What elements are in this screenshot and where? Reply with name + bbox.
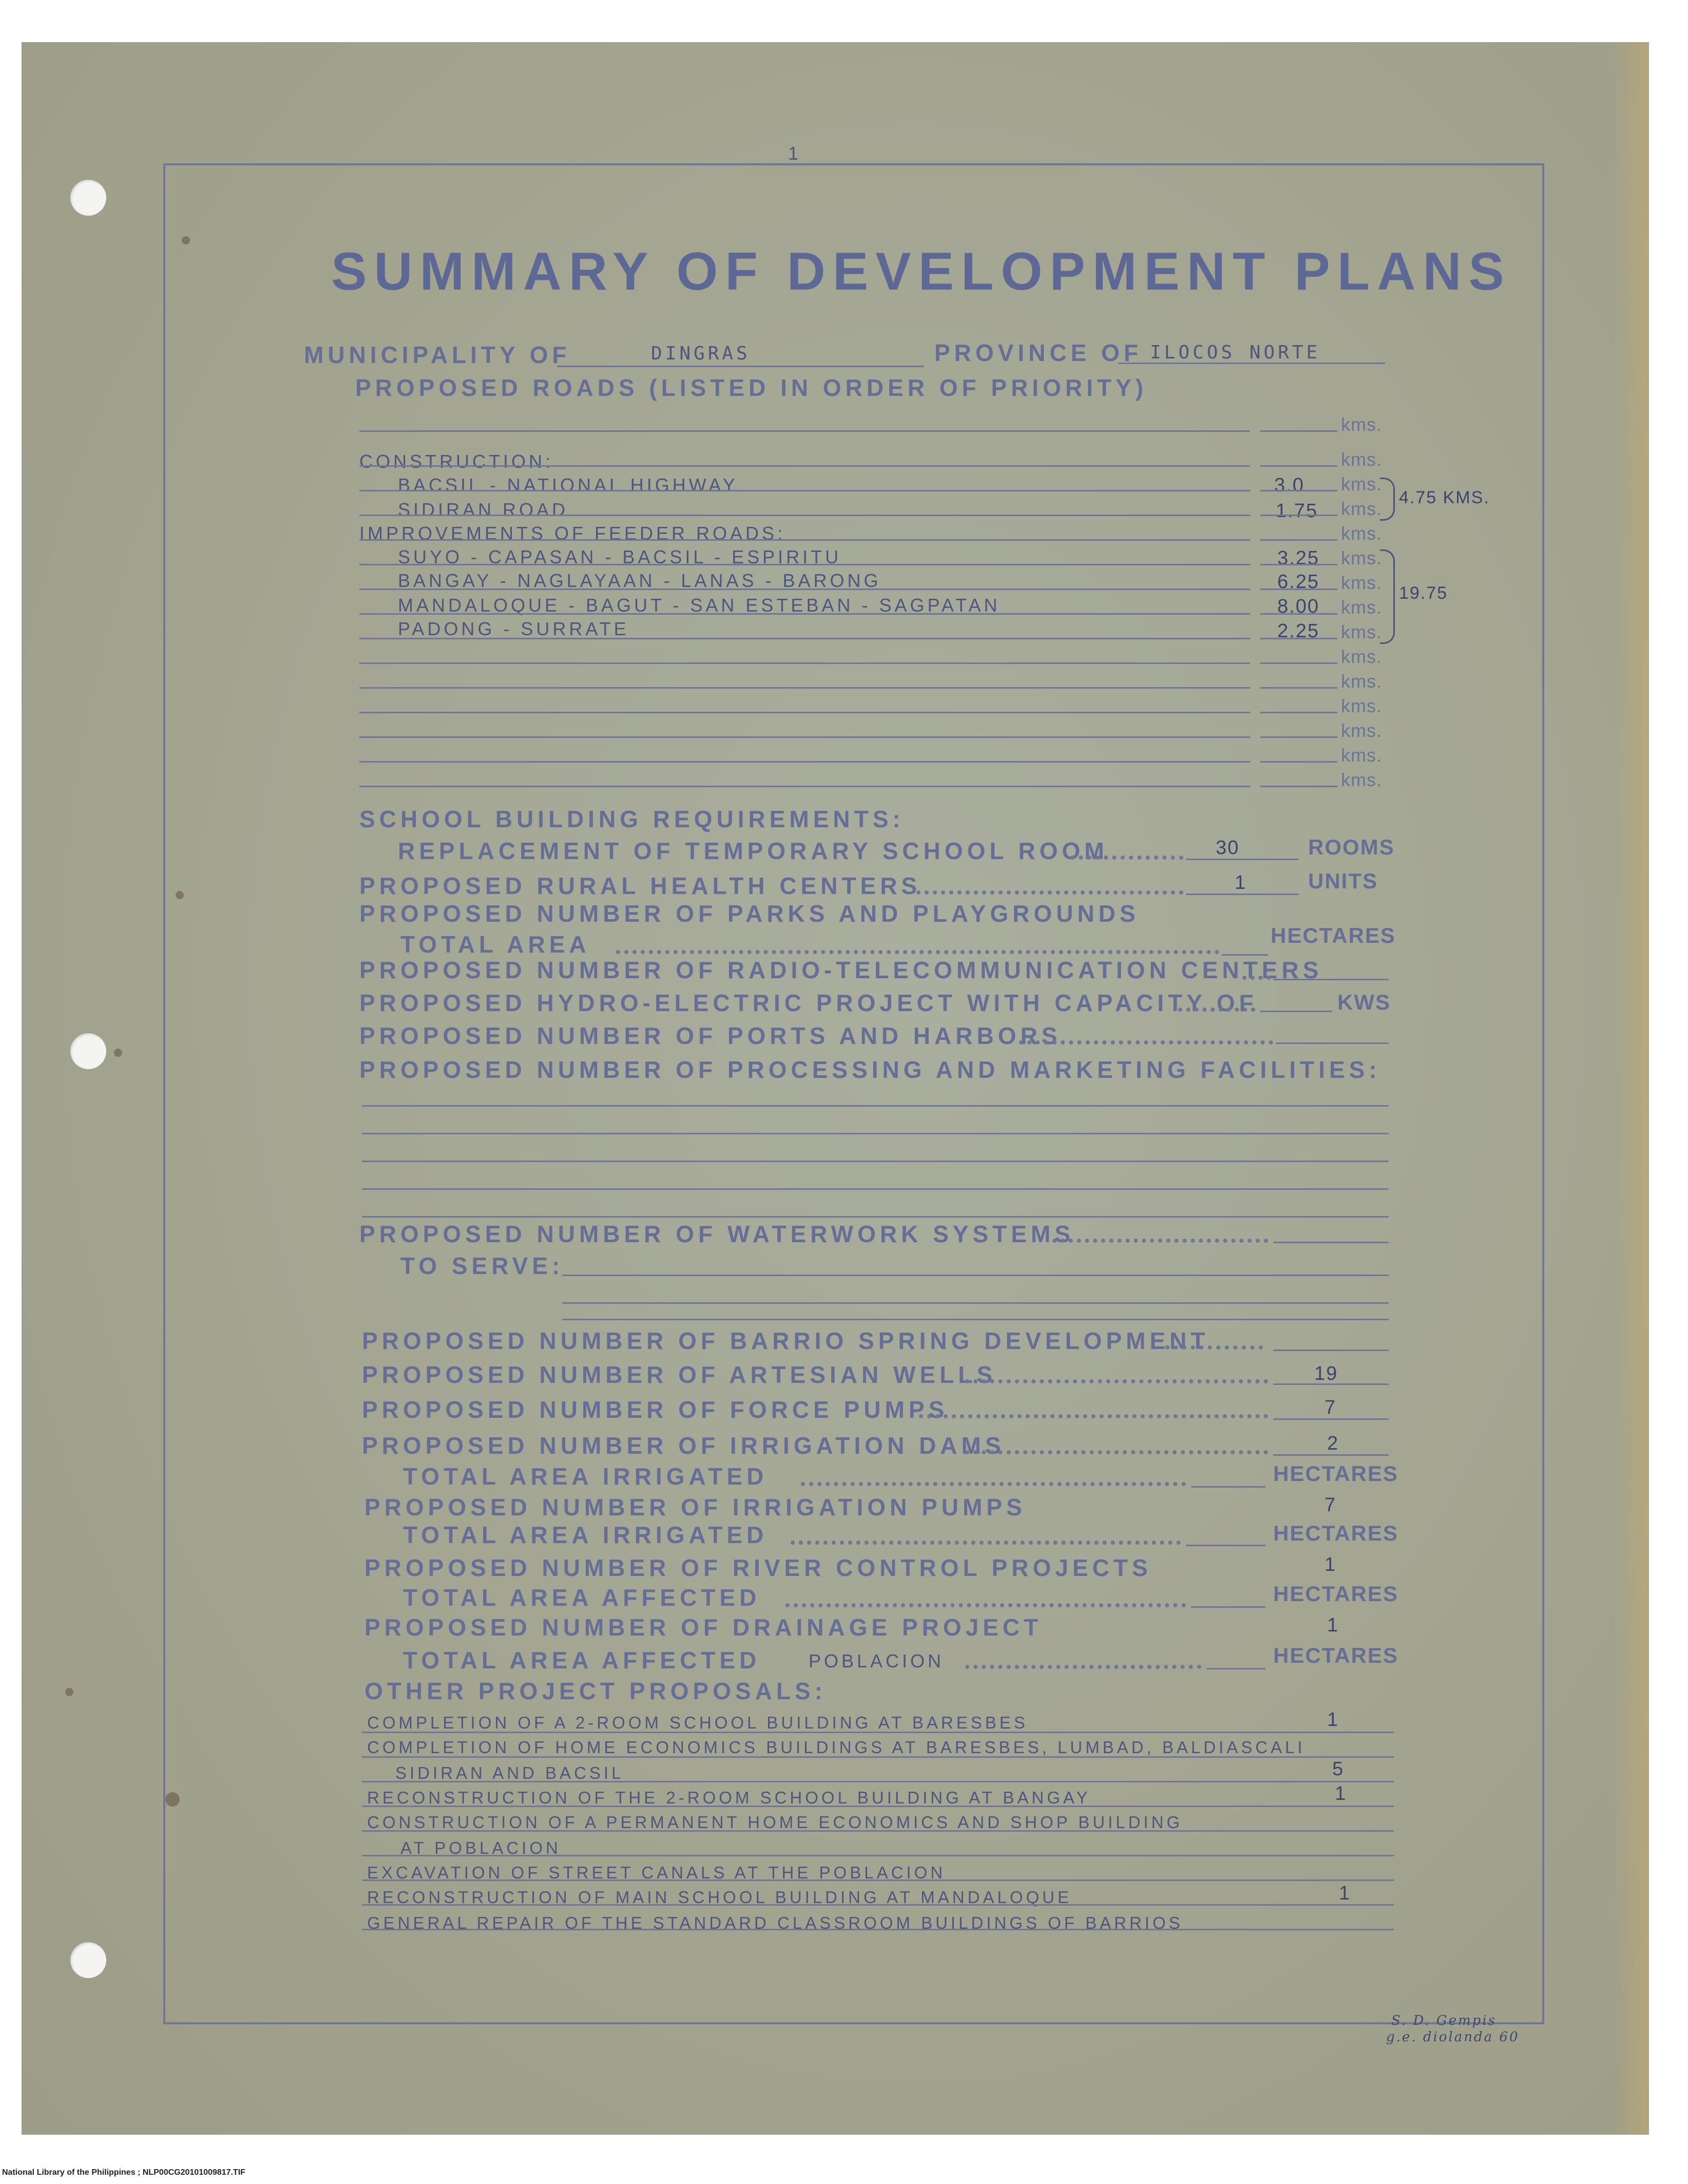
river-label: PROPOSED NUMBER OF RIVER CONTROL PROJECTS xyxy=(365,1554,1152,1581)
spring-label: PROPOSED NUMBER OF BARRIO SPRING DEVELOPMENT xyxy=(362,1327,1210,1354)
punch-hole xyxy=(70,1942,106,1978)
parks-area-label: TOTAL AREA xyxy=(400,931,590,958)
other-item: CONSTRUCTION OF A PERMANENT HOME ECONOMICS AND SHOP BUILDING xyxy=(367,1813,1183,1832)
other-heading: OTHER PROJECT PROPOSALS: xyxy=(365,1678,827,1704)
other-item-value: 1 xyxy=(1335,1783,1347,1805)
stain-dot xyxy=(65,1688,73,1696)
school-replacement-unit: ROOMS xyxy=(1308,835,1395,859)
drainage-value: 1 xyxy=(1327,1615,1339,1636)
other-item: COMPLETION OF A 2-ROOM SCHOOL BUILDING AT BARESBES xyxy=(367,1713,1028,1732)
other-item: EXCAVATION OF STREET CANALS AT THE POBLACION xyxy=(367,1863,946,1882)
stain-dot xyxy=(114,1049,122,1057)
brace-construction xyxy=(1380,478,1395,521)
river-value: 1 xyxy=(1325,1554,1337,1575)
feeder-label: IMPROVEMENTS OF FEEDER ROADS: xyxy=(359,523,786,544)
page-number: 1 xyxy=(788,143,799,164)
parks-unit: HECTARES xyxy=(1271,923,1396,947)
scan-footer: National Library of the Philippines ; NLP00CG20101009817.TIF xyxy=(2,2168,245,2177)
dams-value: 2 xyxy=(1327,1433,1339,1454)
irr-pumps-value: 7 xyxy=(1325,1494,1337,1516)
school-replacement-label: REPLACEMENT OF TEMPORARY SCHOOL ROOM xyxy=(398,838,1108,864)
other-item: COMPLETION OF HOME ECONOMICS BUILDINGS AT BARESBES, LUMBAD, BALDIASCALI xyxy=(367,1738,1306,1757)
road-name: MANDALOQUE - BAGUT - SAN ESTEBAN - SAGPATAN xyxy=(398,595,1001,616)
municipality-value: DINGRAS xyxy=(651,343,751,364)
unit-label: kms. xyxy=(1341,769,1382,790)
unit-label: kms. xyxy=(1341,597,1382,618)
affected1-unit: HECTARES xyxy=(1273,1582,1398,1606)
road-kms: 1.75 xyxy=(1276,500,1318,522)
force-pumps-label: PROPOSED NUMBER OF FORCE PUMPS xyxy=(362,1396,949,1423)
unit-label: kms. xyxy=(1341,449,1382,470)
unit-label: kms. xyxy=(1341,523,1382,544)
other-item-value: 5 xyxy=(1332,1758,1345,1780)
signature-line1: S. D. Gempis xyxy=(1391,2013,1497,2028)
other-item: RECONSTRUCTION OF MAIN SCHOOL BUILDING AT MANDALOQUE xyxy=(367,1888,1072,1907)
signature-line2: g.e. diolanda 60 xyxy=(1386,2029,1520,2045)
road-kms: 8.00 xyxy=(1277,596,1319,617)
province-label: PROVINCE OF xyxy=(934,339,1142,366)
unit-label: kms. xyxy=(1341,572,1382,593)
irr-pumps-label: PROPOSED NUMBER OF IRRIGATION PUMPS xyxy=(365,1494,1026,1521)
road-kms: 3.25 xyxy=(1277,547,1319,569)
unit-label: kms. xyxy=(1341,745,1382,766)
waterworks-serve-label: TO SERVE: xyxy=(400,1252,564,1279)
irrigated2-label: TOTAL AREA IRRIGATED xyxy=(403,1522,768,1548)
irrigated2-unit: HECTARES xyxy=(1273,1521,1398,1545)
construction-total: 4.75 KMS. xyxy=(1399,488,1490,507)
roads-heading: PROPOSED ROADS (LISTED IN ORDER OF PRIORITY) xyxy=(355,374,1147,401)
unit-label: kms. xyxy=(1341,414,1382,435)
affected1-label: TOTAL AREA AFFECTED xyxy=(403,1584,761,1611)
school-replacement-value: 30 xyxy=(1216,837,1240,859)
other-item: GENERAL REPAIR OF THE STANDARD CLASSROOM BUILDINGS OF BARRIOS xyxy=(367,1913,1183,1932)
feeder-total: 19.75 xyxy=(1399,583,1448,603)
road-name: SUYO - CAPASAN - BACSIL - ESPIRITU xyxy=(398,546,842,567)
other-item-value: 1 xyxy=(1339,1883,1351,1904)
other-item: AT POBLACION xyxy=(400,1838,561,1857)
hydro-unit: KWS xyxy=(1337,990,1391,1014)
irrigated1-unit: HECTARES xyxy=(1273,1461,1398,1486)
punch-hole xyxy=(70,1033,106,1069)
health-unit: UNITS xyxy=(1308,869,1378,893)
school-heading: SCHOOL BUILDING REQUIREMENTS: xyxy=(359,806,905,832)
unit-label: kms. xyxy=(1341,498,1382,519)
municipality-label: MUNICIPALITY OF xyxy=(304,341,571,368)
hydro-label: PROPOSED HYDRO-ELECTRIC PROJECT WITH CAPACITY OF xyxy=(359,990,1258,1016)
unit-label: kms. xyxy=(1341,671,1382,692)
other-item: SIDIRAN AND BACSIL xyxy=(395,1763,624,1782)
health-label: PROPOSED RURAL HEALTH CENTERS xyxy=(359,872,922,899)
waterworks-label: PROPOSED NUMBER OF WATERWORK SYSTEMS xyxy=(359,1221,1075,1247)
road-name: BACSIL - NATIONAL HIGHWAY xyxy=(398,474,738,496)
radio-label: PROPOSED NUMBER OF RADIO-TELECOMMUNICATION CENTERS xyxy=(359,957,1323,983)
parks-label: PROPOSED NUMBER OF PARKS AND PLAYGROUNDS xyxy=(359,900,1140,927)
road-kms: 2.25 xyxy=(1277,620,1319,642)
road-name: BANGAY - NAGLAYAAN - LANAS - BARONG xyxy=(398,570,881,591)
force-pumps-value: 7 xyxy=(1325,1397,1337,1418)
artesian-label: PROPOSED NUMBER OF ARTESIAN WELLS xyxy=(362,1361,996,1388)
drainage-label: PROPOSED NUMBER OF DRAINAGE PROJECT xyxy=(365,1614,1043,1641)
road-kms: 6.25 xyxy=(1277,571,1319,593)
health-value: 1 xyxy=(1235,872,1247,894)
unit-label: kms. xyxy=(1341,646,1382,667)
other-item-value: 1 xyxy=(1327,1709,1339,1731)
road-name: SIDIRAN ROAD xyxy=(398,499,569,520)
road-name: PADONG - SURRATE xyxy=(398,618,629,639)
punch-hole xyxy=(70,180,106,216)
affected2-label: TOTAL AREA AFFECTED xyxy=(403,1647,761,1674)
processing-label: PROPOSED NUMBER OF PROCESSING AND MARKETING FACILITIES: xyxy=(359,1056,1381,1083)
province-value: ILOCOS NORTE xyxy=(1150,342,1321,363)
dams-label: PROPOSED NUMBER OF IRRIGATION DAMS xyxy=(362,1432,1005,1459)
brace-feeder xyxy=(1380,549,1395,644)
unit-label: kms. xyxy=(1341,473,1382,495)
affected2-unit: HECTARES xyxy=(1273,1643,1398,1667)
affected2-value: POBLACION xyxy=(809,1650,945,1672)
ports-label: PROPOSED NUMBER OF PORTS AND HARBORS xyxy=(359,1022,1062,1049)
construction-label: CONSTRUCTION: xyxy=(359,451,553,472)
other-item: RECONSTRUCTION OF THE 2-ROOM SCHOOL BUILDING AT BANGAY xyxy=(367,1788,1091,1807)
unit-label: kms. xyxy=(1341,695,1382,716)
artesian-value: 19 xyxy=(1314,1363,1338,1384)
unit-label: kms. xyxy=(1341,547,1382,568)
document-title: SUMMARY OF DEVELOPMENT PLANS xyxy=(331,242,1511,301)
irrigated1-label: TOTAL AREA IRRIGATED xyxy=(403,1463,768,1490)
road-kms: 3.0 xyxy=(1274,474,1305,496)
unit-label: kms. xyxy=(1341,720,1382,741)
unit-label: kms. xyxy=(1341,621,1382,642)
